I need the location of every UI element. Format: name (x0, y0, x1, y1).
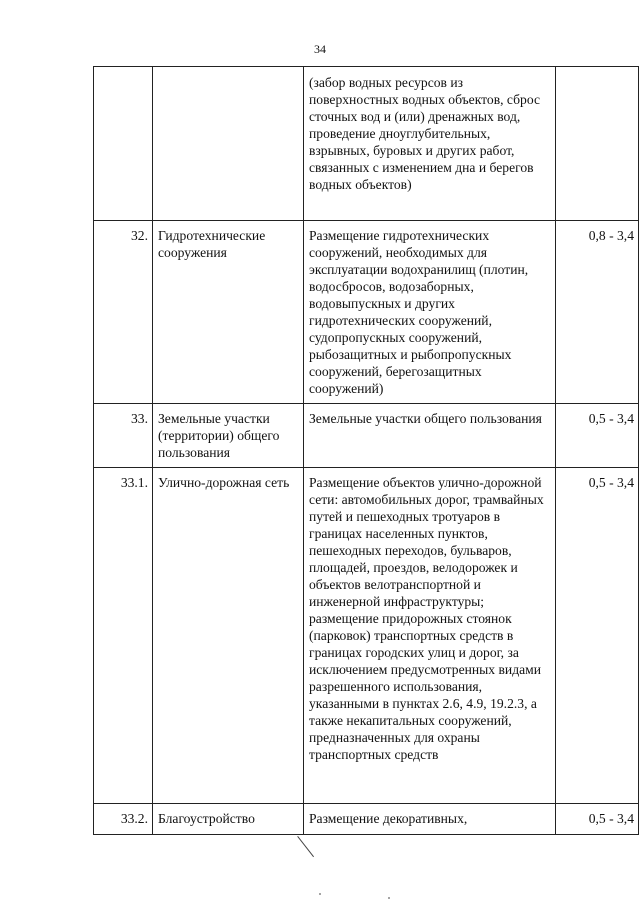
description-cell: Земельные участки общего пользования (304, 404, 556, 468)
row-number-cell: 32. (94, 221, 153, 404)
land-use-name-cell: Улично-дорожная сеть (153, 468, 304, 804)
row-number-cell: 33. (94, 404, 153, 468)
table-row (94, 221, 639, 404)
table-row (94, 67, 639, 221)
land-use-name-cell: Земельные участки (территории) общего пользования (153, 404, 304, 468)
page-number: 34 (314, 42, 326, 56)
scan-speck (319, 893, 321, 895)
value-range-cell (556, 67, 639, 221)
value-range-cell: 0,5 - 3,4 (556, 468, 639, 804)
row-number-cell: 33.2. (94, 804, 153, 835)
description-cell: Размещение декоративных, (304, 804, 556, 835)
regulations-table (93, 66, 639, 835)
description-cell: Размещение гидротехнических сооружений, необходимых для эксплуатации водохранилищ (плотин, водосбросов, водозаборных, водовыпускных и других гидротехнических сооружений, судопропускных сооружений, рыбозащитных и рыбопропускных сооружений, берегозащитных сооружений) (304, 221, 556, 404)
table-row (94, 468, 639, 804)
land-use-name-cell (153, 67, 304, 221)
table-row (94, 404, 639, 468)
scan-speck (388, 897, 390, 899)
scan-pen-mark (297, 836, 314, 857)
row-number-cell (94, 67, 153, 221)
land-use-name-cell: Благоустройство (153, 804, 304, 835)
value-range-cell: 0,5 - 3,4 (556, 804, 639, 835)
row-number-cell: 33.1. (94, 468, 153, 804)
description-cell: (забор водных ресурсов из поверхностных водных объектов, сброс сточных вод и (или) дренажных вод, проведение дноуглубительных, взрывных, буровых и других работ, связанных с изменением дна и берегов водных объектов) (304, 67, 556, 221)
value-range-cell: 0,8 - 3,4 (556, 221, 639, 404)
table-row (94, 804, 639, 835)
land-use-name-cell: Гидротехнические сооружения (153, 221, 304, 404)
value-range-cell: 0,5 - 3,4 (556, 404, 639, 468)
description-cell: Размещение объектов улично-дорожной сети: автомобильных дорог, трамвайных путей и пешеходных тротуаров в границах населенных пунктов, пешеходных переходов, бульваров, площадей, проездов, велодорожек и объектов велотранспортной и инженерной инфраструктуры; размещение придорожных стоянок (парковок) транспортных средств в границах городских улиц и дорог, за исключением предусмотренных видами разрешенного использования, указанными в пунктах 2.6, 4.9, 19.2.3, а также некапитальных сооружений, предназначенных для охраны транспортных средств (304, 468, 556, 804)
